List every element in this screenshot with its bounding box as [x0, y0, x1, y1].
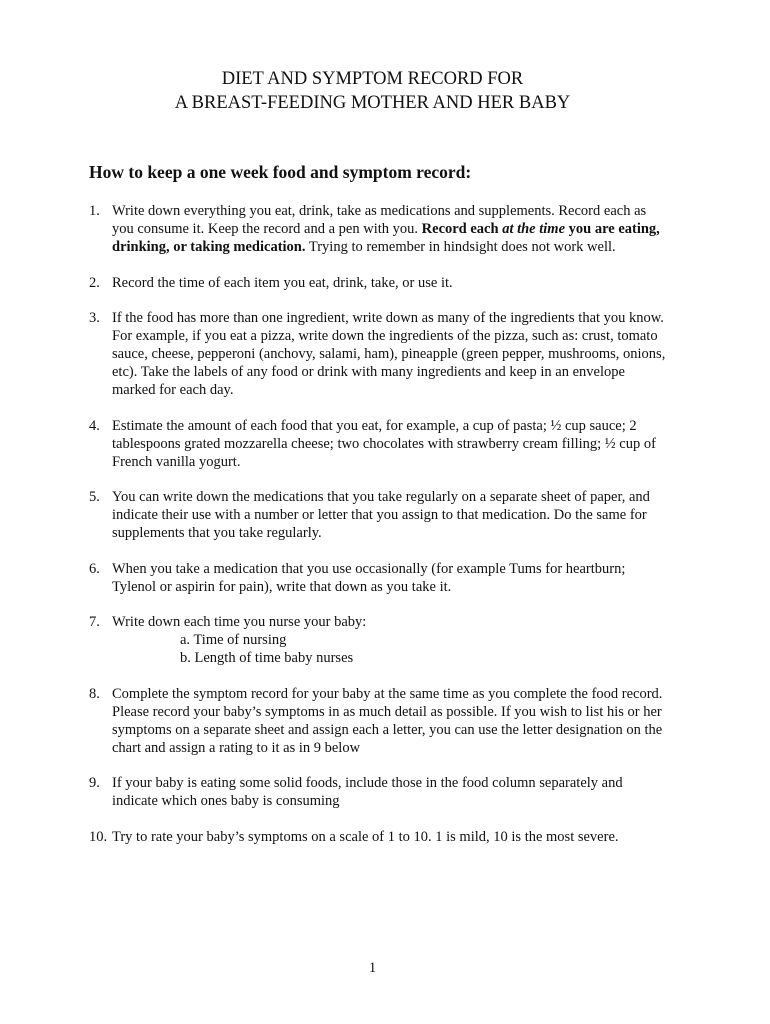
list-item [89, 828, 669, 846]
list-item [89, 613, 669, 667]
sub-list-item [157, 649, 669, 667]
sub-list-item [157, 631, 669, 649]
title-line-2: A BREAST-FEEDING MOTHER AND HER BABY [174, 93, 571, 113]
sub-list [112, 631, 669, 667]
item-text: When you take a medication that you use occasionally (for example Tums for heartburn; Tylenol or aspirin for pain), write that down as you take it. [112, 560, 626, 595]
item-number: 8. [89, 685, 100, 702]
item-number: 6. [89, 560, 100, 577]
item-text-2: Trying to remember in hindsight does not work well. [305, 239, 616, 255]
item-text: If your baby is eating some solid foods, include those in the food column separately and indicate which ones baby is consuming [112, 775, 623, 809]
item-number: 10. [89, 828, 108, 845]
list-item [89, 309, 669, 399]
item-number: 5. [89, 489, 100, 505]
item-number: 4. [89, 417, 100, 434]
item-text: Write down everything you eat, drink, take as medications and supplements. Record each as you consume it. Keep the record and a pen with you. [112, 203, 647, 237]
item-bold-text-2: you are eating, drinking, or taking medication. [112, 221, 660, 255]
item-text: Write down each time you nurse your baby: [112, 614, 367, 630]
item-text: Estimate the amount of each food that you eat, for example, a cup of pasta; ½ cup sauce; 2 tablespoons grated mozzarella cheese; two chocolates with strawberry cream filling; ½ cup of French vanilla yogurt. [112, 417, 656, 470]
list-item [89, 560, 669, 596]
title-line-1: DIET AND SYMPTOM RECORD FOR [221, 69, 524, 89]
item-text: If the food has more than one ingredient, write down as many of the ingredients that you know. For example, if you eat a pizza, write down the ingredients of the pizza, such as: crust, tomato sauce, cheese, pepperoni (anchovy, salami, ham), pineapple (green pepper, mushrooms, onions, etc). Take the labels of any food or drink with many ingredients and keep in an envelope marked for each day. [112, 310, 666, 398]
list-item [89, 417, 669, 471]
item-number: 9. [89, 775, 100, 791]
item-text: Record the time of each item you eat, drink, take, or use it. [112, 274, 453, 291]
list-item [89, 274, 669, 292]
sub-item-letter: a. [180, 632, 191, 648]
list-item [89, 774, 669, 810]
sub-item-text: Time of nursing [193, 632, 287, 648]
list-item [89, 685, 669, 757]
item-text: You can write down the medications that you take regularly on a separate sheet of paper, and indicate their use with a number or letter that you assign to that medication. Do the same for supplements that you take regularly. [112, 489, 650, 541]
item-number: 1. [89, 203, 100, 219]
item-text: Complete the symptom record for your baby at the same time as you complete the food record. Please record your baby’s symptoms in as much detail as possible. If you wish to list his or her symptoms on a separate sheet and assign each a letter, you can use the letter designation on the chart and assign a rating to it as in 9 below [112, 685, 663, 756]
list-item [89, 488, 669, 542]
item-text: Try to rate your baby’s symptoms on a scale of 1 to 10. 1 is mild, 10 is the most severe. [112, 828, 619, 845]
item-bold-italic-text: at the time [502, 221, 566, 237]
item-number: 3. [89, 310, 100, 326]
instruction-list [89, 202, 669, 863]
item-bold-text: Record each [421, 221, 503, 237]
list-item [89, 202, 669, 256]
section-heading: How to keep a one week food and symptom record: [89, 162, 472, 182]
sub-item-text: Length of time baby nurses [194, 650, 354, 666]
item-number: 2. [89, 274, 100, 291]
page-number: 1 [368, 960, 377, 976]
document-title [0, 67, 745, 115]
item-number: 7. [89, 614, 100, 630]
sub-item-letter: b. [180, 650, 191, 666]
